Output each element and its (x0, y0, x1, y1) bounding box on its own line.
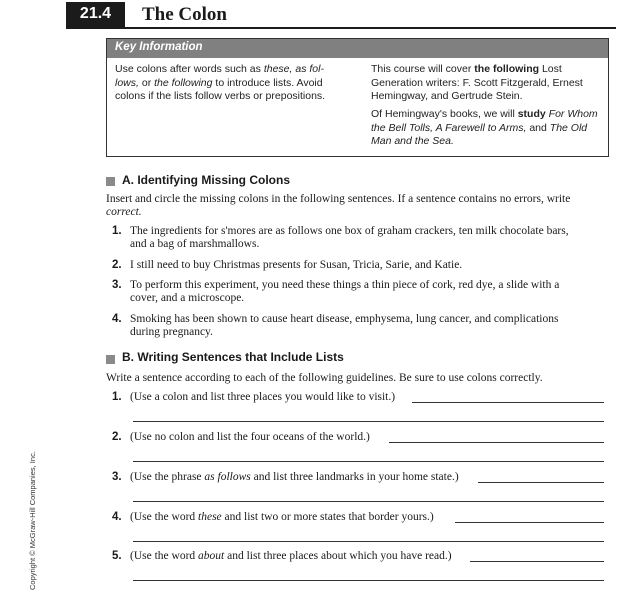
answer-line[interactable] (133, 541, 604, 542)
answer-line[interactable] (389, 442, 604, 443)
section-a-item-number: 4. (112, 313, 122, 325)
header-rule (66, 27, 616, 29)
answer-line[interactable] (133, 421, 604, 422)
section-b-item-prompt: (Use a colon and list three places you would like to visit.) (130, 391, 396, 403)
answer-line[interactable] (455, 522, 604, 523)
section-b-item-prompt: (Use the word about and list three places about which you have read.) (130, 550, 452, 562)
answer-line[interactable] (133, 580, 604, 581)
section-a-item-text: To perform this experiment, you need these things a thin piece of cork, red dye, a slide with a cover, and a microscope. (130, 279, 560, 304)
section-b-heading: B. Writing Sentences that Include Lists (122, 350, 344, 364)
section-b-item-number: 1. (112, 391, 122, 403)
page-title: The Colon (142, 4, 227, 25)
section-b-marker (106, 355, 115, 364)
key-information-header (107, 39, 608, 58)
key-information-left-text: Use colons after words such as these, as fol-lows, or the following to introduce lists. Avoid colons if the lists follow verbs or prepositions. (115, 63, 326, 102)
section-number: 21.4 (79, 5, 112, 22)
section-a-heading: A. Identifying Missing Colons (122, 173, 290, 187)
key-information-example-1: This course will cover the following Lost Generation writers: F. Scott Fitzgerald, Ernest Hemingway, and Gertrude Stein. (371, 63, 583, 102)
section-b-item-prompt: (Use the word these and list two or more states that border yours.) (130, 511, 434, 523)
answer-line[interactable] (478, 482, 604, 483)
section-a-instructions: Insert and circle the missing colons in the following sentences. If a sentence contains no errors, write correct. (106, 193, 571, 218)
answer-line[interactable] (133, 461, 604, 462)
answer-line[interactable] (133, 501, 604, 502)
section-b-item-number: 2. (112, 431, 122, 443)
key-information-example-2: Of Hemingway's books, we will study For Whom the Bell Tolls, A Farewell to Arms, and The Old Man and the Sea. (371, 108, 598, 147)
copyright-notice: Copyright © McGraw-Hill Companies, Inc. (28, 451, 37, 590)
answer-line[interactable] (470, 561, 604, 562)
section-a-item-number: 3. (112, 279, 122, 291)
section-a-marker (106, 177, 115, 186)
section-a-item-text: Smoking has been shown to cause heart disease, emphysema, lung cancer, and complications during pregnancy. (130, 313, 559, 338)
key-information-title: Key Information (115, 41, 203, 53)
section-b-item-prompt: (Use the phrase as follows and list three landmarks in your home state.) (130, 471, 459, 483)
section-a-item-text: I still need to buy Christmas presents for Susan, Tricia, Sarie, and Katie. (130, 259, 463, 271)
section-a-item-number: 2. (112, 259, 122, 271)
section-a-item-text: The ingredients for s'mores are as follows one box of graham crackers, ten milk chocolate bars, and a bag of marshmallows. (130, 225, 569, 250)
answer-line[interactable] (412, 402, 604, 403)
section-b-item-number: 4. (112, 511, 122, 523)
section-b-item-prompt: (Use no colon and list the four oceans of the world.) (130, 431, 370, 443)
section-b-item-number: 5. (112, 550, 122, 562)
section-b-instructions: Write a sentence according to each of the following guidelines. Be sure to use colons correctly. (106, 372, 543, 384)
section-a-item-number: 1. (112, 225, 122, 237)
key-information-box (106, 38, 609, 157)
section-b-item-number: 3. (112, 471, 122, 483)
